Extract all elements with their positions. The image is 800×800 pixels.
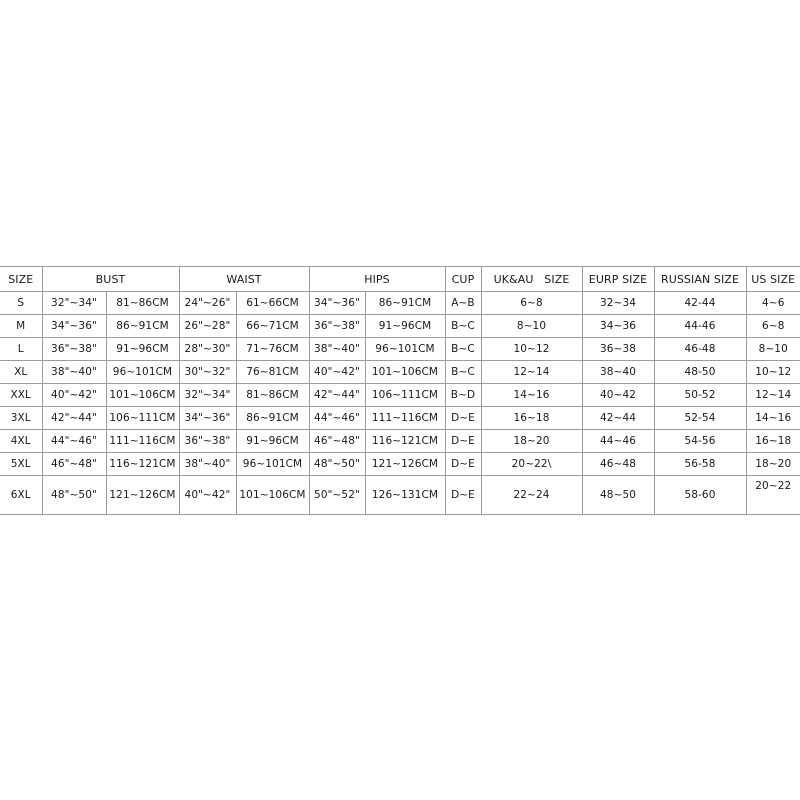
size-cell: L (0, 338, 42, 361)
size-cell: 6XL (0, 476, 42, 515)
table-row (0, 338, 800, 361)
hips-cm-cell: 96~101CM (365, 338, 445, 361)
waist-cm-cell: 91~96CM (236, 430, 309, 453)
size-chart-body (0, 292, 800, 515)
table-row (0, 361, 800, 384)
hips-cm-cell: 86~91CM (365, 292, 445, 315)
cup-cell: B~D (445, 384, 481, 407)
russian-size-cell: 44-46 (654, 315, 746, 338)
hips-cm-cell: 121~126CM (365, 453, 445, 476)
eurp-size-cell: 36~38 (582, 338, 654, 361)
us-size-cell: 16~18 (746, 430, 800, 453)
waist-cm-cell: 101~106CM (236, 476, 309, 515)
eurp-size-cell: 48~50 (582, 476, 654, 515)
bust-inch-cell: 44"~46" (42, 430, 106, 453)
hips-inch-cell: 42"~44" (309, 384, 365, 407)
us-size-cell: 14~16 (746, 407, 800, 430)
table-row (0, 407, 800, 430)
bust-inch-cell: 32"~34" (42, 292, 106, 315)
header-size: SIZE (0, 267, 42, 292)
waist-cm-cell: 96~101CM (236, 453, 309, 476)
size-cell: 5XL (0, 453, 42, 476)
hips-cm-cell: 106~111CM (365, 384, 445, 407)
waist-inch-cell: 34"~36" (179, 407, 236, 430)
waist-inch-cell: 32"~34" (179, 384, 236, 407)
bust-cm-cell: 111~116CM (106, 430, 179, 453)
bust-inch-cell: 46"~48" (42, 453, 106, 476)
waist-cm-cell: 71~76CM (236, 338, 309, 361)
hips-cm-cell: 126~131CM (365, 476, 445, 515)
size-cell: 4XL (0, 430, 42, 453)
size-cell: XL (0, 361, 42, 384)
table-row (0, 384, 800, 407)
uk-au-size-cell: 10~12 (481, 338, 582, 361)
russian-size-cell: 52-54 (654, 407, 746, 430)
header-hips: HIPS (309, 267, 445, 292)
russian-size-cell: 42-44 (654, 292, 746, 315)
russian-size-cell: 58-60 (654, 476, 746, 515)
hips-inch-cell: 48"~50" (309, 453, 365, 476)
hips-inch-cell: 40"~42" (309, 361, 365, 384)
size-cell: 3XL (0, 407, 42, 430)
russian-size-cell: 56-58 (654, 453, 746, 476)
bust-inch-cell: 36"~38" (42, 338, 106, 361)
waist-inch-cell: 38"~40" (179, 453, 236, 476)
eurp-size-cell: 46~48 (582, 453, 654, 476)
uk-au-size-cell: 14~16 (481, 384, 582, 407)
table-row (0, 453, 800, 476)
uk-au-size-cell: 8~10 (481, 315, 582, 338)
us-size-cell: 20~22 (746, 476, 800, 515)
waist-cm-cell: 61~66CM (236, 292, 309, 315)
table-row (0, 476, 800, 515)
uk-au-size-cell: 22~24 (481, 476, 582, 515)
us-size-cell: 12~14 (746, 384, 800, 407)
bust-cm-cell: 101~106CM (106, 384, 179, 407)
bust-cm-cell: 86~91CM (106, 315, 179, 338)
uk-au-size-cell: 18~20 (481, 430, 582, 453)
hips-inch-cell: 44"~46" (309, 407, 365, 430)
eurp-size-cell: 44~46 (582, 430, 654, 453)
header-russian-size: RUSSIAN SIZE (654, 267, 746, 292)
cup-cell: B~C (445, 338, 481, 361)
bust-cm-cell: 96~101CM (106, 361, 179, 384)
hips-cm-cell: 116~121CM (365, 430, 445, 453)
russian-size-cell: 50-52 (654, 384, 746, 407)
bust-cm-cell: 81~86CM (106, 292, 179, 315)
size-cell: S (0, 292, 42, 315)
hips-cm-cell: 101~106CM (365, 361, 445, 384)
header-us-size: US SIZE (746, 267, 800, 292)
waist-cm-cell: 66~71CM (236, 315, 309, 338)
waist-inch-cell: 40"~42" (179, 476, 236, 515)
eurp-size-cell: 40~42 (582, 384, 654, 407)
header-cup: CUP (445, 267, 481, 292)
hips-inch-cell: 38"~40" (309, 338, 365, 361)
us-size-cell: 18~20 (746, 453, 800, 476)
waist-cm-cell: 86~91CM (236, 407, 309, 430)
cup-cell: D~E (445, 453, 481, 476)
table-row (0, 292, 800, 315)
size-chart-table (0, 266, 800, 515)
russian-size-cell: 54-56 (654, 430, 746, 453)
table-row (0, 430, 800, 453)
cup-cell: D~E (445, 407, 481, 430)
waist-inch-cell: 24"~26" (179, 292, 236, 315)
header-row (0, 267, 800, 292)
hips-cm-cell: 111~116CM (365, 407, 445, 430)
bust-inch-cell: 42"~44" (42, 407, 106, 430)
hips-inch-cell: 50"~52" (309, 476, 365, 515)
table-row (0, 315, 800, 338)
uk-au-size-cell: 6~8 (481, 292, 582, 315)
eurp-size-cell: 32~34 (582, 292, 654, 315)
cup-cell: A~B (445, 292, 481, 315)
eurp-size-cell: 38~40 (582, 361, 654, 384)
hips-inch-cell: 36"~38" (309, 315, 365, 338)
size-cell: XXL (0, 384, 42, 407)
uk-au-size-cell: 12~14 (481, 361, 582, 384)
header-waist: WAIST (179, 267, 309, 292)
waist-inch-cell: 26"~28" (179, 315, 236, 338)
us-size-cell: 10~12 (746, 361, 800, 384)
waist-inch-cell: 28"~30" (179, 338, 236, 361)
russian-size-cell: 46-48 (654, 338, 746, 361)
hips-cm-cell: 91~96CM (365, 315, 445, 338)
us-size-cell: 4~6 (746, 292, 800, 315)
size-cell: M (0, 315, 42, 338)
cup-cell: D~E (445, 430, 481, 453)
russian-size-cell: 48-50 (654, 361, 746, 384)
us-size-cell: 8~10 (746, 338, 800, 361)
waist-inch-cell: 36"~38" (179, 430, 236, 453)
uk-au-size-cell: 16~18 (481, 407, 582, 430)
bust-inch-cell: 48"~50" (42, 476, 106, 515)
header-eurp-size: EURP SIZE (582, 267, 654, 292)
uk-au-size-cell: 20~22\ (481, 453, 582, 476)
bust-inch-cell: 34"~36" (42, 315, 106, 338)
cup-cell: D~E (445, 476, 481, 515)
header-uk-au-size: UK&AU SIZE (481, 267, 582, 292)
waist-cm-cell: 81~86CM (236, 384, 309, 407)
us-size-cell: 6~8 (746, 315, 800, 338)
hips-inch-cell: 46"~48" (309, 430, 365, 453)
cup-cell: B~C (445, 361, 481, 384)
waist-inch-cell: 30"~32" (179, 361, 236, 384)
eurp-size-cell: 42~44 (582, 407, 654, 430)
bust-cm-cell: 106~111CM (106, 407, 179, 430)
bust-cm-cell: 116~121CM (106, 453, 179, 476)
waist-cm-cell: 76~81CM (236, 361, 309, 384)
bust-cm-cell: 91~96CM (106, 338, 179, 361)
bust-cm-cell: 121~126CM (106, 476, 179, 515)
eurp-size-cell: 34~36 (582, 315, 654, 338)
hips-inch-cell: 34"~36" (309, 292, 365, 315)
header-bust: BUST (42, 267, 179, 292)
cup-cell: B~C (445, 315, 481, 338)
bust-inch-cell: 40"~42" (42, 384, 106, 407)
bust-inch-cell: 38"~40" (42, 361, 106, 384)
